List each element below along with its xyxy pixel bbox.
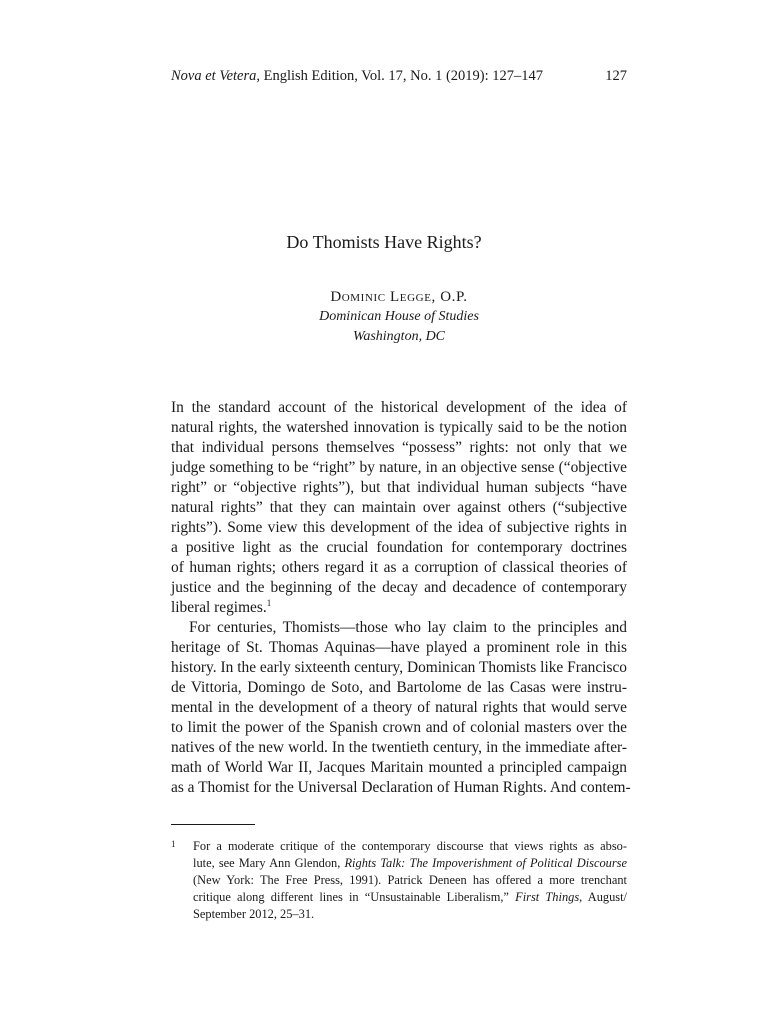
author-block [0,287,768,347]
text-line: liberal regimes.$^1$ [171,597,272,616]
text-line: right” or “objective rights”), but that individual human subjects “have [171,479,627,496]
text-line: natives of the new world. In the twentieth century, in the immediate after- [171,739,627,756]
text-line: of human rights; others regard it as a corruption of classical theories of [171,559,627,576]
footnote-1 [171,838,627,923]
text-line: as a Thomist for the Universal Declaration of Human Rights. And contem- [171,779,631,796]
footnote-line: September 2012, 25–31. [193,907,315,921]
affiliation-location: Washington, DC [352,329,446,344]
text-line: rights”). Some view this development of the idea of subjective rights in [171,519,627,536]
running-header [171,67,627,85]
affiliation-institution: Dominican House of Studies [319,309,479,324]
journal-name: Nova et Vetera, [171,68,260,84]
footnote-line: lute, see Mary Ann Glendon, Rights Talk: The Impoverishment of Political Discourse [193,856,627,870]
text-line: a positive light as the crucial foundation for contemporary doctrines [171,539,627,556]
footnote-line: critique along different lines in “Unsustainable Liberalism,” First Things, August/ [193,890,627,904]
text-line: mental in the development of a theory of natural rights that would serve [171,699,627,716]
footnote-line: (New York: The Free Press, 1991). Patrick Deneen has offered a more trenchant [193,873,627,887]
text-line: In the standard account of the historical development of the idea of [171,399,627,416]
text-line: history. In the early sixteenth century, Dominican Thomists like Francisco [171,659,627,676]
text-line: natural rights” that they can maintain over against others (“subjective [171,499,627,516]
footnote-mark: 1 [171,839,176,849]
paragraph-1 [171,398,627,618]
text-line: de Vittoria, Domingo de Soto, and Bartolome de las Casas were instru- [171,679,627,696]
footnote-rule [171,824,255,825]
text-line: heritage of St. Thomas Aquinas—have played a prominent role in this [171,639,627,656]
author-name: Dominic Legge, O.P. [330,289,468,305]
text-line: that individual persons themselves “possess” rights: not only that we [171,439,627,456]
text-line: natural rights, the watershed innovation is typically said to be the notion [171,419,627,436]
article-title: Do Thomists Have Rights? [286,232,482,252]
paragraph-2 [171,618,631,798]
text-line: justice and the beginning of the decay and decadence of contemporary [171,579,627,596]
footnote-text [193,838,627,923]
article-body [171,398,631,798]
text-line: math of World War II, Jacques Maritain mounted a principled campaign [171,759,627,776]
footnote-reference[interactable]: 1 [266,597,272,608]
journal-volume-info: English Edition, Vol. 17, No. 1 (2019): 127–147 [260,68,544,84]
text-line: to limit the power of the Spanish crown and of colonial masters over the [171,719,627,736]
text-line: For centuries, Thomists—those who lay claim to the principles and [189,619,627,636]
footnote-line: For a moderate critique of the contemporary discourse that views rights as abso- [193,839,627,853]
book-title: Rights Talk: The Impoverishment of Political Discourse [344,856,627,870]
text-line: judge something to be “right” by nature, in an objective sense (“objective [171,459,627,476]
journal-title: First Things [515,890,580,904]
page-number: 127 [605,68,627,84]
journal-citation [171,68,543,84]
